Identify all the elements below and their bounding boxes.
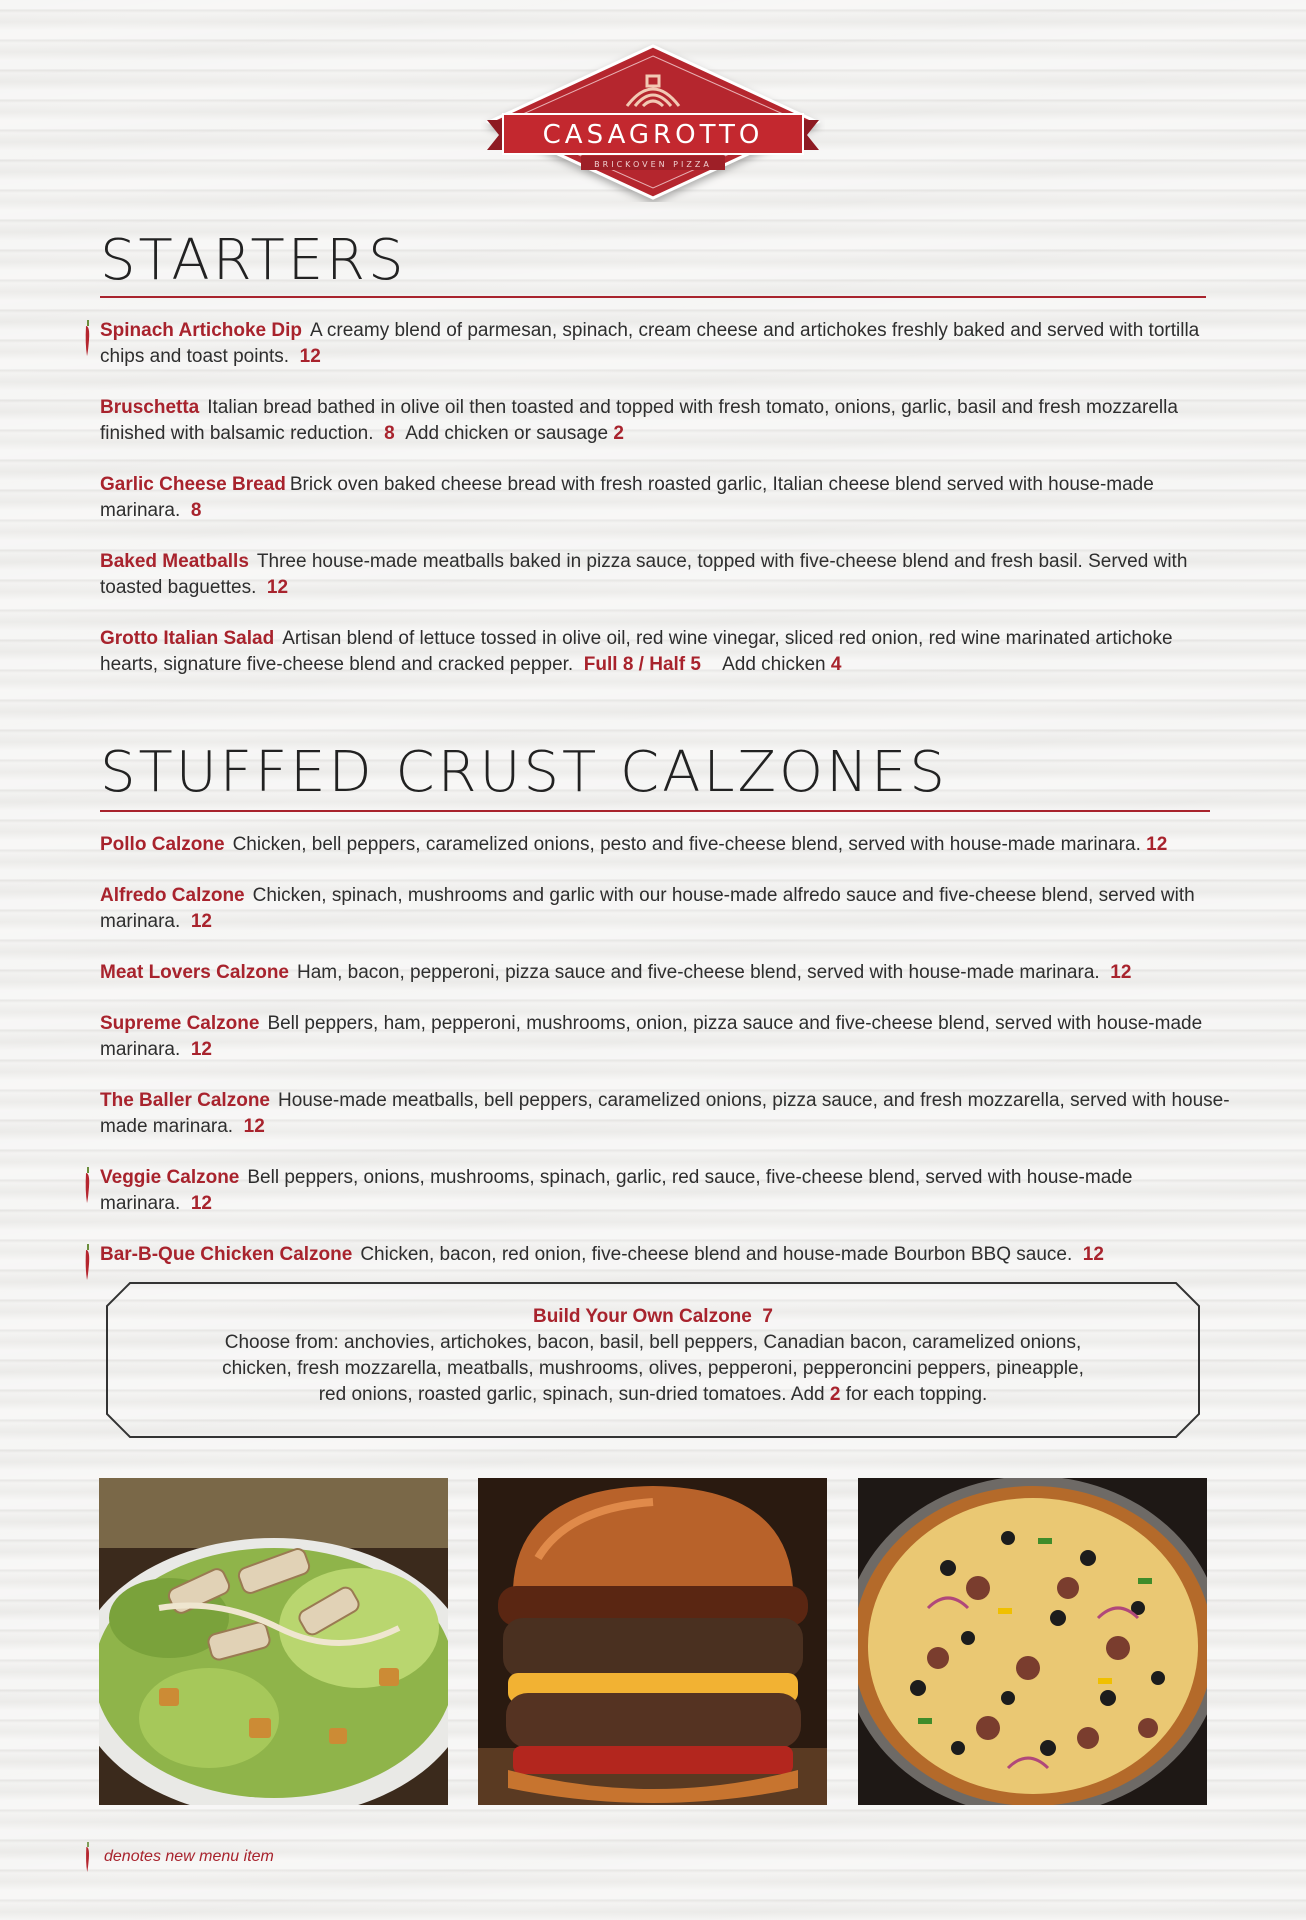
item-price: 12 xyxy=(1146,834,1168,855)
byo-line-3: red onions, roasted garlic, spinach, sun-dried tomatoes. Add xyxy=(318,1384,825,1405)
byo-line-2: chicken, fresh mozzarella, meatballs, mushrooms, olives, pepperoni, pepperoncini peppers, pineapple, xyxy=(222,1358,1084,1379)
item-description: Bell peppers, ham, pepperoni, mushrooms, onion, pizza sauce and five-cheese blend, served with house-made marinara. xyxy=(100,1013,1203,1060)
item-description: Artisan blend of lettuce tossed in olive oil, red wine vinegar, sliced red onion, red wine marinated artichoke hearts, signature five-cheese blend and cracked pepper. xyxy=(100,628,1173,675)
item-name: Garlic Cheese Bread xyxy=(100,474,286,495)
salad-photo xyxy=(99,1478,448,1805)
pepper-icon xyxy=(84,1167,92,1203)
item-name: Pollo Calzone xyxy=(100,834,225,855)
item-description: Three house-made meatballs baked in pizza sauce, topped with five-cheese blend and fresh basil. Served with toasted baguettes. xyxy=(100,551,1188,598)
casagrotto-logo xyxy=(481,42,825,202)
item-price: 12 xyxy=(243,1116,265,1137)
item-description: Chicken, bacon, red onion, five-cheese blend and house-made Bourbon BBQ sauce. xyxy=(360,1244,1073,1265)
item-description: A creamy blend of parmesan, spinach, cream cheese and artichokes freshly baked and served with tortilla chips and toast points. xyxy=(100,320,1200,367)
menu-item-grotto-italian-salad xyxy=(100,626,1230,678)
item-description: Ham, bacon, pepperoni, pizza sauce and five-cheese blend, served with house-made marinara. xyxy=(297,962,1100,983)
menu-item-meat-lovers-calzone xyxy=(100,960,1230,986)
menu-item-bruschetta xyxy=(100,395,1230,447)
menu-item-bar-b-que-chicken-calzone xyxy=(100,1242,1230,1268)
byo-line-3-end: for each topping. xyxy=(845,1384,988,1405)
menu-item-baked-meatballs xyxy=(100,549,1230,601)
item-price: 12 xyxy=(266,577,289,598)
brand-tagline: BRICKOVEN PIZZA xyxy=(594,160,712,169)
item-name: The Baller Calzone xyxy=(100,1090,270,1111)
item-price: 12 xyxy=(1082,1244,1104,1265)
item-description: House-made meatballs, bell peppers, caramelized onions, pizza sauce, and fresh mozzarella, served with house-made marinara. xyxy=(100,1090,1230,1137)
pepper-icon xyxy=(84,320,92,356)
menu-item-spinach-artichoke-dip xyxy=(100,318,1230,370)
starters-list xyxy=(100,318,1230,703)
starters-heading: STARTERS xyxy=(100,228,407,293)
build-your-own-box xyxy=(106,1282,1200,1438)
item-addon-price: 4 xyxy=(830,654,842,675)
pizza-photo xyxy=(858,1478,1207,1805)
menu-item-alfredo-calzone xyxy=(100,883,1230,935)
pepper-icon xyxy=(84,1244,92,1280)
item-description: Italian bread bathed in olive oil then toasted and topped with fresh tomato, onions, garlic, basil and fresh mozzarella finished with balsamic reduction. xyxy=(100,397,1178,444)
item-description: Chicken, spinach, mushrooms and garlic with our house-made alfredo sauce and five-cheese blend, served with marinara. xyxy=(100,885,1195,932)
item-addon: Add chicken xyxy=(722,654,826,675)
byo-topping-price: 2 xyxy=(829,1384,841,1405)
item-price: 12 xyxy=(1110,962,1132,983)
item-addon: Add chicken or sausage xyxy=(405,423,609,444)
menu-item-garlic-cheese-bread xyxy=(100,472,1230,524)
burger-photo xyxy=(478,1478,827,1805)
item-name: Baked Meatballs xyxy=(100,551,249,572)
new-item-footnote xyxy=(84,1848,274,1866)
item-price: Full 8 / Half 5 xyxy=(583,654,701,675)
item-name: Veggie Calzone xyxy=(100,1167,240,1188)
item-name: Bar-B-Que Chicken Calzone xyxy=(100,1244,353,1265)
menu-item-veggie-calzone xyxy=(100,1165,1230,1217)
byo-line-1: Choose from: anchovies, artichokes, bacon, basil, bell peppers, Canadian bacon, caramelized onions, xyxy=(224,1332,1082,1353)
item-price: 12 xyxy=(190,1193,212,1214)
item-price: 8 xyxy=(190,500,202,521)
item-name: Bruschetta xyxy=(100,397,200,418)
item-price: 12 xyxy=(299,346,321,367)
pepper-icon xyxy=(84,1842,92,1872)
brand-name: CASAGROTTO xyxy=(542,120,764,150)
item-name: Grotto Italian Salad xyxy=(100,628,275,649)
item-name: Spinach Artichoke Dip xyxy=(100,320,302,341)
byo-title: Build Your Own Calzone xyxy=(532,1306,752,1327)
menu-item-the-baller-calzone xyxy=(100,1088,1230,1140)
menu-item-pollo-calzone xyxy=(100,832,1230,858)
byo-price: 7 xyxy=(762,1306,773,1327)
item-price: 8 xyxy=(384,423,395,444)
item-name: Alfredo Calzone xyxy=(100,885,245,906)
item-description: Bell peppers, onions, mushrooms, spinach, garlic, red sauce, five-cheese blend, served with house-made marinara. xyxy=(100,1167,1133,1214)
item-addon-price: 2 xyxy=(613,423,624,444)
item-price: 12 xyxy=(190,911,212,932)
calzones-heading: STUFFED CRUST CALZONES xyxy=(100,740,948,805)
menu-item-supreme-calzone xyxy=(100,1011,1230,1063)
calzones-divider xyxy=(100,810,1210,812)
item-price: 12 xyxy=(190,1039,212,1060)
item-description: Brick oven baked cheese bread with fresh roasted garlic, Italian cheese blend served with house-made marinara. xyxy=(100,474,1154,521)
calzones-list xyxy=(100,832,1230,1293)
footnote-text: denotes new menu item xyxy=(104,1848,274,1865)
item-description: Chicken, bell peppers, caramelized onions, pesto and five-cheese blend, served with house-made marinara. xyxy=(232,834,1141,855)
item-name: Supreme Calzone xyxy=(100,1013,260,1034)
starters-divider xyxy=(100,296,1206,298)
item-name: Meat Lovers Calzone xyxy=(100,962,289,983)
